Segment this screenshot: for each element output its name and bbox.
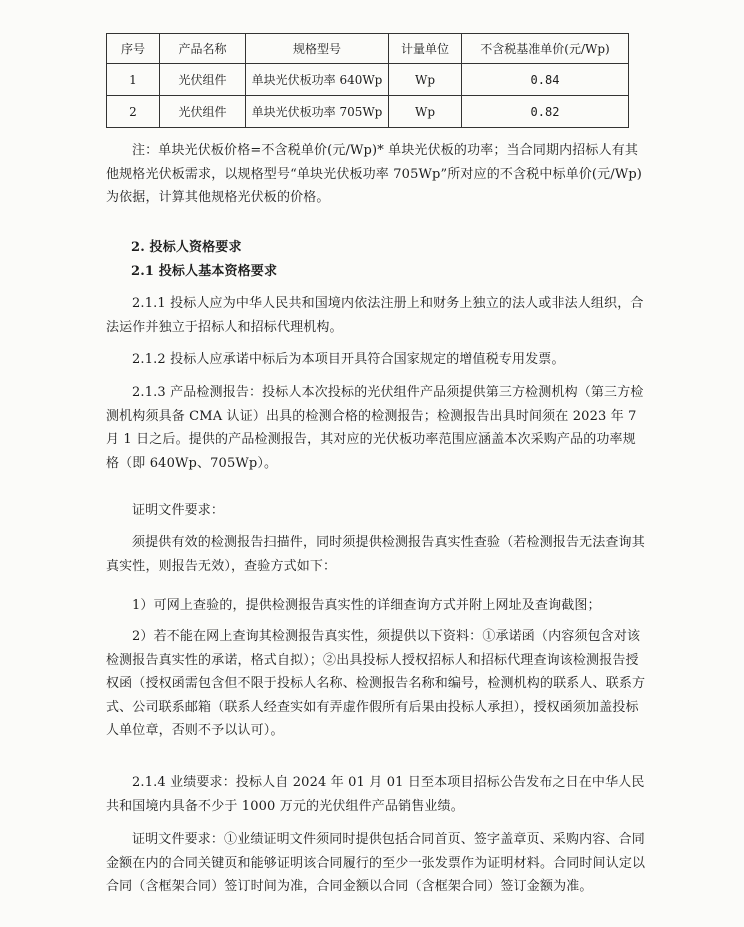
table-header-cell: 不含税基准单价(元/Wp) xyxy=(462,34,629,64)
verification-item-1: 1）可网上查验的，提供检测报告真实性的详细查询方式并附上网址及查询截图； xyxy=(132,598,601,613)
subsection-heading: 2.1 投标人基本资格要求 xyxy=(131,264,278,279)
table-row xyxy=(107,96,629,128)
paragraph-2-1-1: 2.1.1 投标人应为中华人民共和国境内依法注册上和财务上独立的法人或非法人组织，合法运作并独立于招标人和招标代理机构。 xyxy=(106,296,644,335)
table-cell: 光伏组件 xyxy=(160,64,246,96)
table-header-cell: 规格型号 xyxy=(246,34,389,64)
table-cell: 单块光伏板功率 705Wp xyxy=(246,96,389,128)
table-note: 注：单块光伏板价格=不含税单价(元/Wp)* 单块光伏板的功率；当合同期内招标人有其他规格光伏板需求，以规格型号“单块光伏板功率 705Wp”所对应的不含税中标单价(元/Wp)为依据，计算其他规格光伏板的价格。 xyxy=(106,143,643,205)
table-cell: 1 xyxy=(107,64,160,96)
paragraph-2-1-2: 2.1.2 投标人应承诺中标后为本项目开具符合国家规定的增值税专用发票。 xyxy=(132,352,565,367)
table-cell: Wp xyxy=(389,96,462,128)
performance-proof-requirement: 证明文件要求：①业绩证明文件须同时提供包括合同首页、签字盖章页、采购内容、合同金额在内的合同关键页和能够证明该合同履行的至少一张发票作为证明材料。合同时间认定以合同（含框架合同）签订时间为准，合同金额以合同（含框架合同）签订金额为准。 xyxy=(106,832,646,894)
table-header-cell: 计量单位 xyxy=(389,34,462,64)
table-header-row xyxy=(107,34,629,64)
price-table xyxy=(106,33,629,128)
section-heading: 2. 投标人资格要求 xyxy=(131,240,242,255)
table-cell: 单块光伏板功率 640Wp xyxy=(246,64,389,96)
table-cell: Wp xyxy=(389,64,462,96)
table-header-cell: 序号 xyxy=(107,34,160,64)
table-cell: 2 xyxy=(107,96,160,128)
paragraph-2-1-3: 2.1.3 产品检测报告：投标人本次投标的光伏组件产品须提供第三方检测机构（第三方检测机构须具备 CMA 认证）出具的检测合格的检测报告；检测报告出具时间须在 2023 年 7 月 1 日之后。提供的产品检测报告，其对应的光伏板功率范围应涵盖本次采购产品的功率规格（即 640Wp、705Wp）。 xyxy=(106,385,644,471)
proof-requirement-text: 须提供有效的检测报告扫描件，同时须提供检测报告真实性查验（若检测报告无法查询其真实性，则报告无效），查验方式如下： xyxy=(106,535,645,574)
verification-item-2: 2）若不能在网上查询其检测报告真实性，须提供以下资料：①承诺函（内容须包含对该检测报告真实性的承诺，格式自拟）；②出具投标人授权招标人和招标代理查询该检测报告授权函（授权函需包含但不限于投标人名称、检测报告名称和编号，检测机构的联系人、联系方式、公司联系邮箱（联系人经查实如有弄虚作假所有后果由投标人承担），授权函须加盖投标人单位章，否则不予以认可）。 xyxy=(106,629,646,738)
table-cell: 0.82 xyxy=(462,96,629,128)
table-row xyxy=(107,64,629,96)
proof-requirement-label: 证明文件要求： xyxy=(132,503,225,518)
table-header-cell: 产品名称 xyxy=(160,34,246,64)
table-cell: 光伏组件 xyxy=(160,96,246,128)
table-cell: 0.84 xyxy=(462,64,629,96)
paragraph-2-1-4: 2.1.4 业绩要求：投标人自 2024 年 01 月 01 日至本项目招标公告发布之日在中华人民共和国境内具备不少于 1000 万元的光伏组件产品销售业绩。 xyxy=(106,775,645,814)
